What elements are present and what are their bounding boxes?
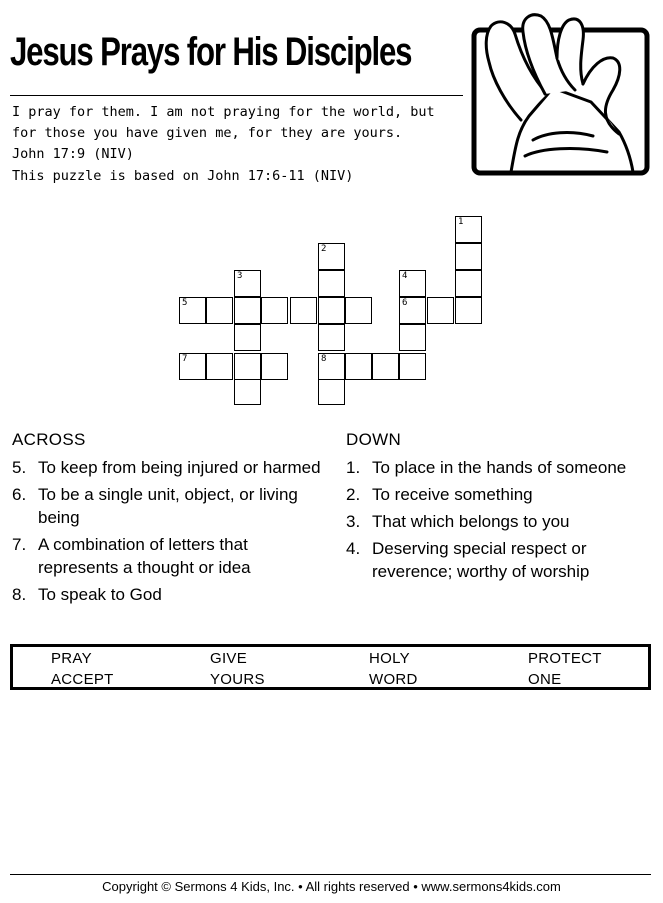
puzzle-source: This puzzle is based on John 17:6-11 (NIV) <box>12 168 354 184</box>
bible-verse <box>12 102 472 165</box>
clue-item <box>12 456 322 479</box>
clue-num: 5. <box>12 458 27 477</box>
clue-num: 3. <box>346 512 361 531</box>
crossword-cell[interactable] <box>455 216 482 243</box>
crossword-cell[interactable] <box>318 270 345 297</box>
word-bank-item: PRAY <box>51 650 92 667</box>
crossword-cell[interactable] <box>179 297 206 324</box>
word-bank-item: PROTECT <box>528 650 602 667</box>
praying-hands-icon <box>471 10 651 176</box>
crossword-cell[interactable] <box>372 353 399 380</box>
clue-text: Deserving special respect or reverence; worthy of worship <box>372 539 590 581</box>
across-heading: ACROSS <box>12 430 86 449</box>
crossword-cell[interactable] <box>399 353 426 380</box>
crossword-cell[interactable] <box>179 353 206 380</box>
clue-number: 6 <box>402 298 408 308</box>
clue-num: 8. <box>12 585 27 604</box>
clue-text: To be a single unit, object, or living being <box>38 485 298 527</box>
word-bank-item: YOURS <box>210 671 265 688</box>
clue-item <box>346 456 636 479</box>
clue-item <box>12 483 322 529</box>
crossword-cell[interactable] <box>318 297 345 324</box>
crossword-cell[interactable] <box>427 297 454 324</box>
crossword-cell[interactable] <box>399 324 426 351</box>
crossword-cell[interactable] <box>455 243 482 270</box>
verse-line: for those you have given me, for they are yours. <box>12 125 403 141</box>
word-bank-item: ACCEPT <box>51 671 114 688</box>
clue-text: To receive something <box>372 485 533 504</box>
clue-number: 1 <box>458 217 464 227</box>
clue-number: 7 <box>182 354 188 364</box>
clue-item <box>12 583 322 606</box>
down-heading: DOWN <box>346 430 402 449</box>
copyright-footer: Copyright © Sermons 4 Kids, Inc. • All rights reserved • www.sermons4kids.com <box>102 879 561 894</box>
crossword-cell[interactable] <box>234 270 261 297</box>
crossword-cell[interactable] <box>290 297 317 324</box>
page-title: Jesus Prays for His Disciples <box>10 30 412 74</box>
clue-text: To place in the hands of someone <box>372 458 627 477</box>
crossword-cell[interactable] <box>318 324 345 351</box>
across-clues <box>12 430 322 610</box>
word-bank-item: HOLY <box>369 650 410 667</box>
crossword-cell[interactable] <box>455 270 482 297</box>
clue-number: 2 <box>321 244 327 254</box>
clue-num: 4. <box>346 539 361 558</box>
footer-divider <box>10 874 651 875</box>
crossword-cell[interactable] <box>234 324 261 351</box>
clue-item <box>346 510 636 533</box>
clue-item <box>346 483 636 506</box>
crossword-cell[interactable] <box>318 353 345 380</box>
clue-text: To speak to God <box>38 585 162 604</box>
word-bank-item: WORD <box>369 671 418 688</box>
clue-text: A combination of letters that represents a thought or idea <box>38 535 251 577</box>
crossword-cell[interactable] <box>345 297 372 324</box>
clue-num: 2. <box>346 485 361 504</box>
crossword-cell[interactable] <box>261 297 288 324</box>
clue-num: 1. <box>346 458 361 477</box>
crossword-cell[interactable] <box>206 353 233 380</box>
crossword-cell[interactable] <box>318 378 345 405</box>
word-bank-item: GIVE <box>210 650 248 667</box>
word-bank <box>10 644 651 690</box>
crossword-cell[interactable] <box>234 378 261 405</box>
clue-text: To keep from being injured or harmed <box>38 458 321 477</box>
verse-line: I pray for them. I am not praying for the world, but <box>12 104 435 120</box>
down-clues <box>346 430 636 587</box>
verse-reference: John 17:9 (NIV) <box>12 146 134 162</box>
clue-number: 5 <box>182 298 188 308</box>
crossword-cell[interactable] <box>234 297 261 324</box>
crossword-cell[interactable] <box>399 297 426 324</box>
clue-item <box>346 537 636 583</box>
word-bank-item: ONE <box>528 671 562 688</box>
clue-text: That which belongs to you <box>372 512 570 531</box>
clue-num: 6. <box>12 485 27 504</box>
crossword-cell[interactable] <box>455 297 482 324</box>
clue-number: 3 <box>237 271 243 281</box>
clue-number: 4 <box>402 271 408 281</box>
crossword-cell[interactable] <box>399 270 426 297</box>
crossword-cell[interactable] <box>206 297 233 324</box>
crossword-cell[interactable] <box>318 243 345 270</box>
clue-num: 7. <box>12 535 27 554</box>
title-divider <box>10 95 463 96</box>
clue-number: 8 <box>321 354 327 364</box>
clue-item <box>12 533 322 579</box>
crossword-cell[interactable] <box>261 353 288 380</box>
crossword-cell[interactable] <box>345 353 372 380</box>
crossword-cell[interactable] <box>234 353 261 380</box>
